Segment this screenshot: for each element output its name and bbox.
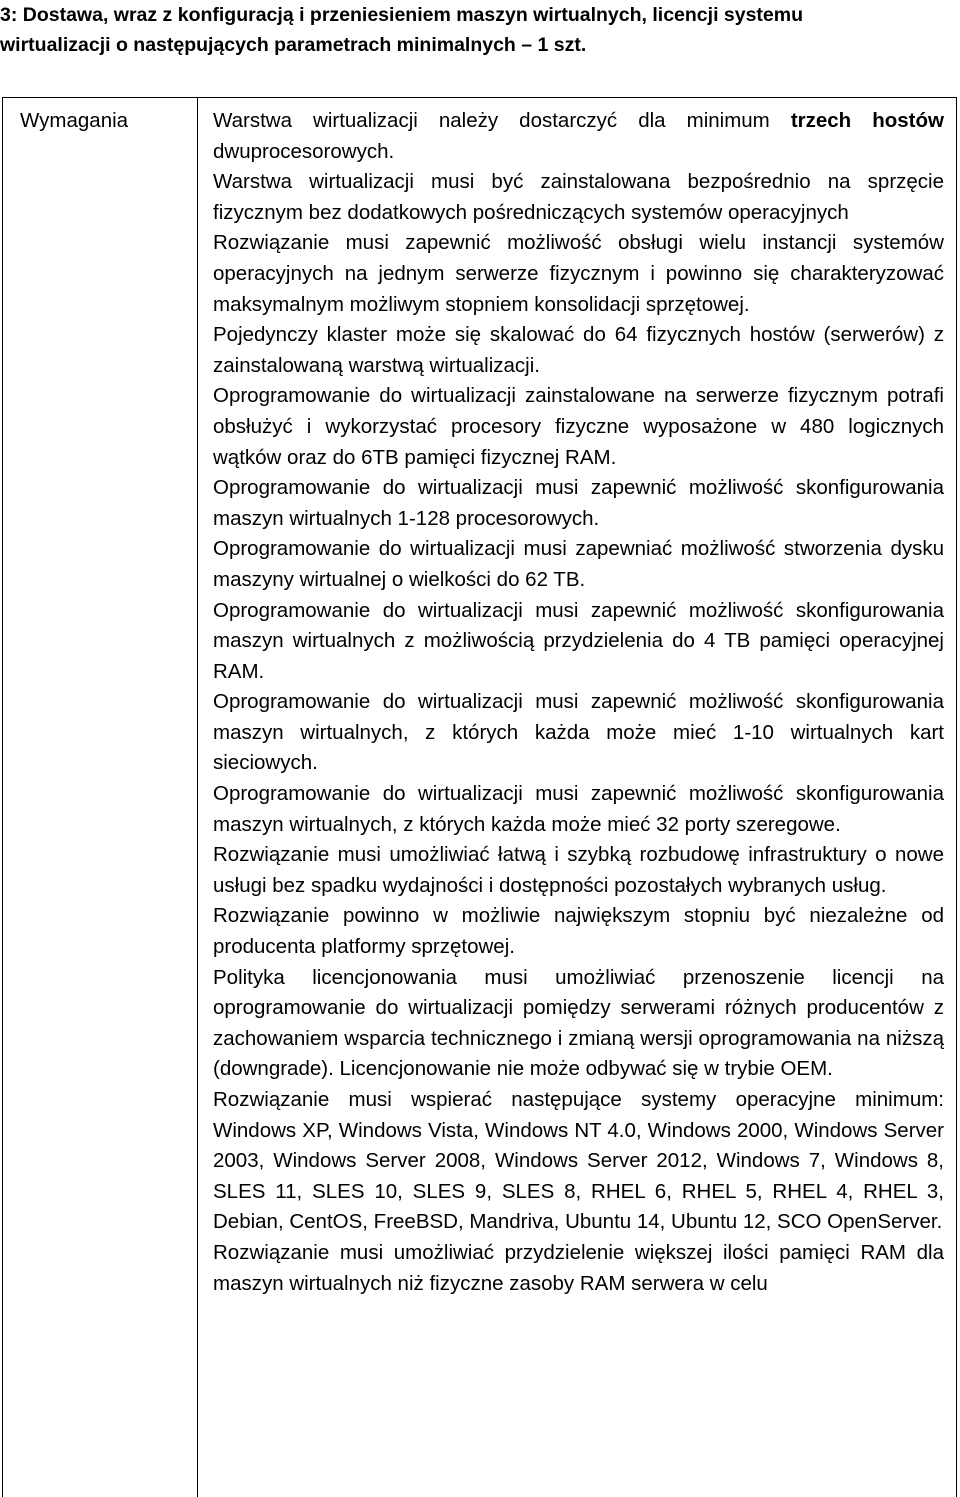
requirement-paragraph: Oprogramowanie do wirtualizacji musi zapewniać możliwość stworzenia dysku maszyny wirtualnej o wielkości do 62 TB. xyxy=(213,537,944,591)
section-heading xyxy=(0,0,960,60)
column-divider xyxy=(197,97,198,1497)
requirement-paragraph: Rozwiązanie musi umożliwiać łatwą i szybką rozbudowę infrastruktury o nowe usługi bez spadku wydajności i dostępności pozostałych wybranych usług. xyxy=(213,843,944,897)
section-heading-line-1: 3: Dostawa, wraz z konfiguracją i przeniesieniem maszyn wirtualnych, licencji systemu xyxy=(0,4,804,26)
requirement-paragraph xyxy=(213,106,944,167)
requirement-bold-text: trzech hostów xyxy=(790,109,944,132)
requirement-paragraph: Pojedynczy klaster może się skalować do 64 fizycznych hostów (serwerów) z zainstalowaną warstwą wirtualizacji. xyxy=(213,323,944,377)
requirement-paragraph: Polityka licencjonowania musi umożliwiać przenoszenie licencji na oprogramowanie do wirtualizacji pomiędzy serwerami różnych producentów z zachowaniem wsparcia technicznego i zmianą wersji oprogramowania na niższą (downgrade). Licencjonowanie nie może odbywać się w trybie OEM. xyxy=(213,965,944,1081)
requirements-content xyxy=(213,106,944,1299)
requirement-text: dwuprocesorowych. xyxy=(213,139,395,163)
requirement-paragraph: Oprogramowanie do wirtualizacji musi zapewnić możliwość skonfigurowania maszyn wirtualnych, z których każda może mieć 32 porty szeregowe. xyxy=(213,782,944,836)
requirement-paragraph: Warstwa wirtualizacji musi być zainstalowana bezpośrednio na sprzęcie fizycznym bez dodatkowych pośredniczących systemów operacyjnych xyxy=(213,170,944,224)
requirement-paragraph: Oprogramowanie do wirtualizacji zainstalowane na serwerze fizycznym potrafi obsłużyć i wykorzystać procesory fizyczne wyposażone w 480 logicznych wątków oraz do 6TB pamięci fizycznej RAM. xyxy=(213,384,944,469)
section-heading-line-2: wirtualizacji o następujących parametrach minimalnych – 1 szt. xyxy=(0,34,587,56)
requirement-paragraph: Rozwiązanie musi wspierać następujące systemy operacyjne minimum: Windows XP, Windows Vista, Windows NT 4.0, Windows 2000, Windows Server 2003, Windows Server 2008, Windows Server 2012, Windows 7, Windows 8, SLES 11, SLES 10, SLES 9, SLES 8, RHEL 6, RHEL 5, RHEL 4, RHEL 3, Debian, CentOS, FreeBSD, Mandriva, Ubuntu 14, Ubuntu 12, SCO OpenServer. xyxy=(213,1088,944,1234)
requirement-paragraph: Oprogramowanie do wirtualizacji musi zapewnić możliwość skonfigurowania maszyn wirtualnych z możliwością przydzielenia do 4 TB pamięci operacyjnej RAM. xyxy=(213,598,944,683)
requirements-label: Wymagania xyxy=(20,109,129,132)
requirement-text: Warstwa wirtualizacji należy dostarczyć dla minimum xyxy=(213,109,791,132)
requirement-paragraph: Rozwiązanie musi umożliwiać przydzielenie większej ilości pamięci RAM dla maszyn wirtualnych niż fizyczne zasoby RAM serwera w celu xyxy=(213,1240,944,1295)
requirement-paragraph: Oprogramowanie do wirtualizacji musi zapewnić możliwość skonfigurowania maszyn wirtualnych, z których każda może mieć 1-10 wirtualnych kart sieciowych. xyxy=(213,690,944,775)
requirement-paragraph: Rozwiązanie powinno w możliwie największym stopniu być niezależne od producenta platformy sprzętowej. xyxy=(213,904,944,959)
requirement-paragraph: Rozwiązanie musi zapewnić możliwość obsługi wielu instancji systemów operacyjnych na jednym serwerze fizycznym i powinno się charakteryzować maksymalnym możliwym stopniem konsolidacji sprzętowej. xyxy=(213,231,944,316)
requirement-paragraph: Oprogramowanie do wirtualizacji musi zapewnić możliwość skonfigurowania maszyn wirtualnych 1-128 procesorowych. xyxy=(213,476,944,530)
